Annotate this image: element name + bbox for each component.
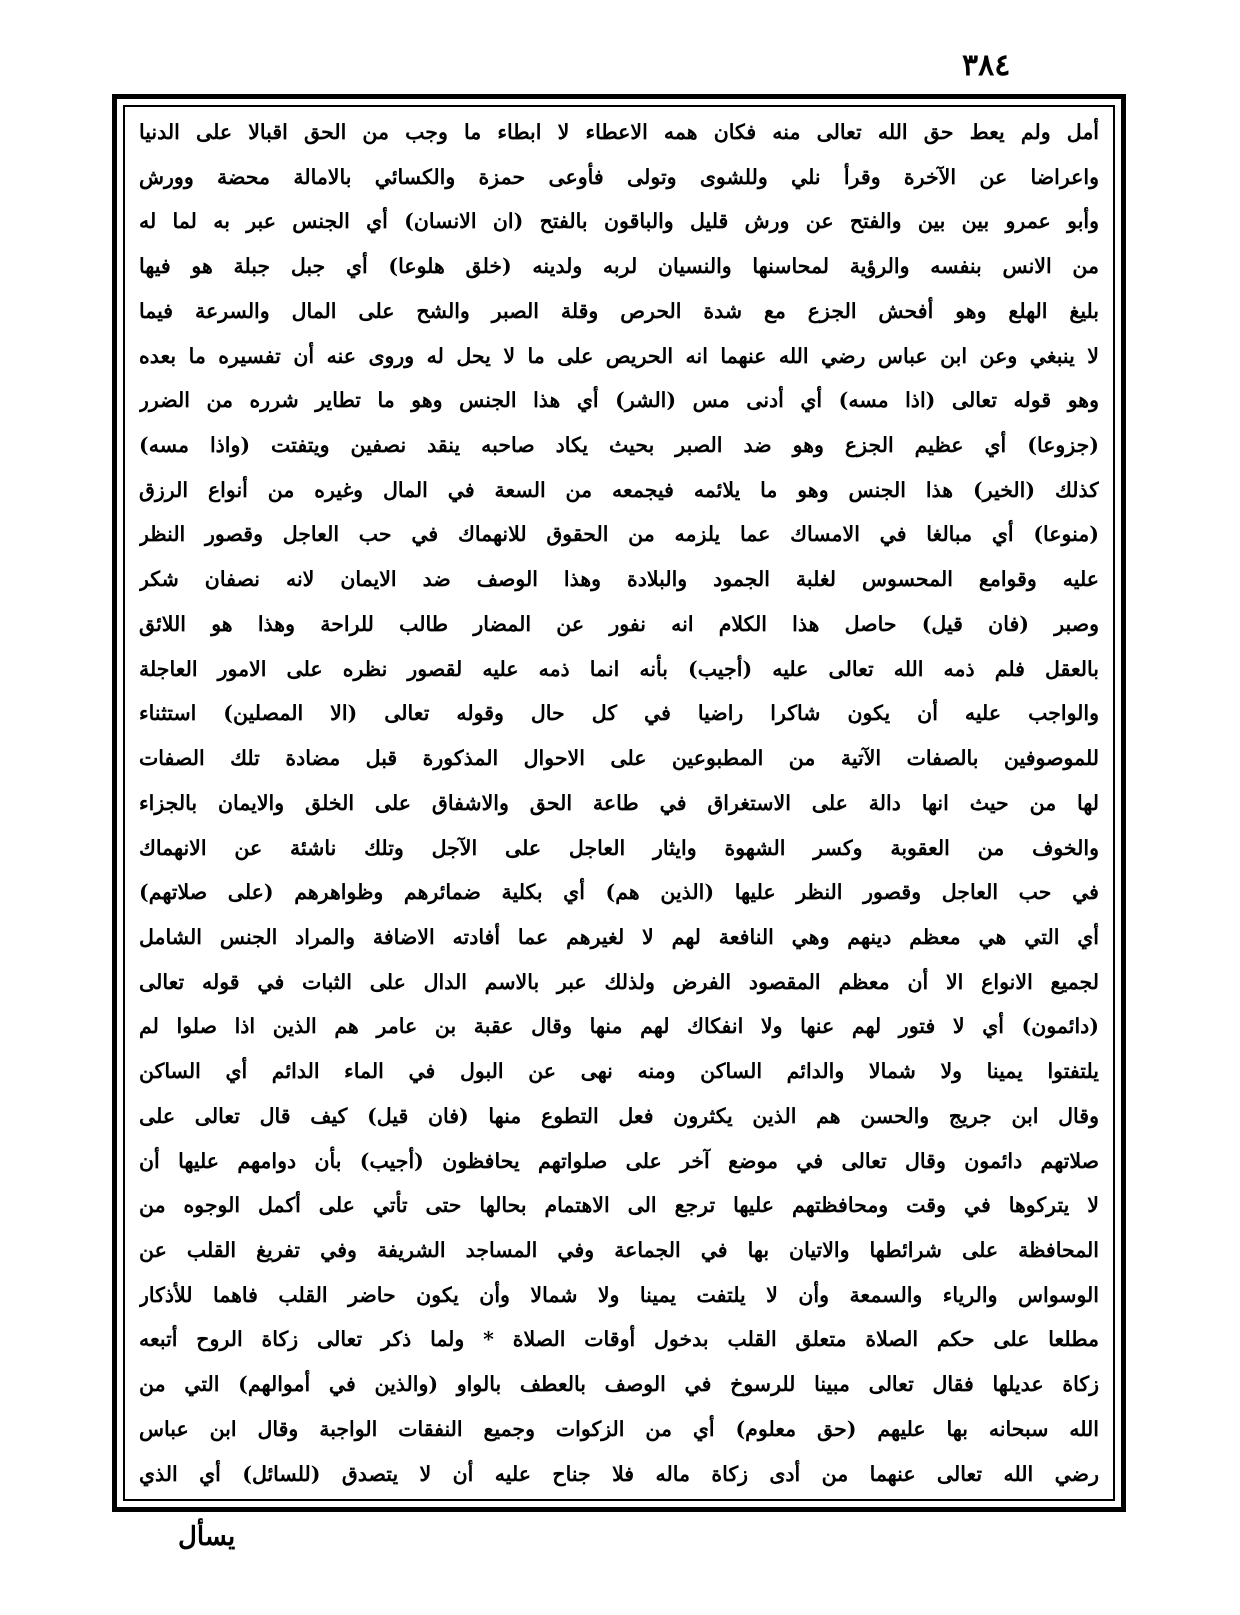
text-line: وقال ابن جريج والحسن هم الذين يكثرون فعل التطوع منها (فان قيل) كيف قال تعالى على [139,1103,1099,1128]
text-line: (دائمون) أي لا فتور لهم عنها ولا انفكاك لهم منها وقال عقبة بن عامر هم الذين اذا صلوا لم [139,1014,1099,1039]
text-line: الله سبحانه بها عليهم (حق معلوم) أي من الزكوات وجميع النفقات الواجبة وقال ابن عباس [139,1416,1099,1441]
text-line: في حب العاجل وقصور النظر عليها (الذين هم) أي بكلية ضمائرهم وظواهرهم (على صلاتهم) [139,880,1099,905]
text-line: لا ينبغي وعن ابن عباس رضي الله عنهما انه الحريص على ما لا يحل له وروى عنه أن تفسيره ما بعده [139,343,1099,368]
text-line: وصبر (فان قيل) حاصل هذا الكلام انه نفور عن المضار طالب للراحة وهذا هو اللائق [139,611,1099,636]
text-line: مطلعا على حكم الصلاة متعلق القلب بدخول أوقات الصلاة * ولما ذكر تعالى زكاة الروح أتبعه [139,1327,1099,1352]
text-line: والخوف من العقوبة وكسر الشهوة وايثار العاجل على الآجل وتلك ناشئة عن الانهماك [139,835,1099,860]
text-line: لها من حيث انها دالة على الاستغراق في طاعة الحق والاشفاق على الخلق والايمان بالجزاء [139,790,1099,815]
text-line: (جزوعا) أي عظيم الجزع وهو ضد الصبر بحيث يكاد صاحبه ينقد نصفين ويتفتت (واذا مسه) [139,433,1099,458]
page-number: ٣٨٤ [962,48,1011,83]
text-line: المحافظة على شرائطها والاتيان بها في الجماعة وفي المساجد الشريفة وفي تفريغ القلب عن [139,1237,1099,1262]
text-line: كذلك (الخير) هذا الجنس وهو ما يلائمه فيجمعه من السعة في المال وغيره من أنواع الرزق [139,477,1099,502]
text-line: وهو قوله تعالى (اذا مسه) أي أدنى مس (الشر) أي هذا الجنس وهو ما تطاير شرره من الضرر [139,388,1099,413]
text-line: زكاة عديلها فقال تعالى مبينا للرسوخ في الوصف بالعطف بالواو (والذين في أموالهم) التي من [139,1372,1099,1397]
text-line: أي التي هي معظم دينهم وهي النافعة لهم لا لغيرهم عما أفادته الاضافة والمراد الجنس الشامل [139,924,1099,949]
text-line: بالعقل فلم ذمه الله تعالى عليه (أجيب) بأنه انما ذمه عليه لقصور نظره على الامور العاجلة [139,656,1099,681]
text-line: بليغ الهلع وهو أفحش الجزع مع شدة الحرص وقلة الصبر والشح على المال والسرعة فيما [139,298,1099,323]
text-line: لجميع الانواع الا أن معظم المقصود الفرض ولذلك عبر بالاسم الدال على الثبات في قوله تعالى [139,969,1099,994]
catchword: يسأل [178,1522,236,1552]
text-line: عليه وقوامع المحسوس لغلبة الجمود والبلادة وهذا الوصف ضد الايمان لانه نصفان شكر [139,567,1099,592]
text-line: وأبو عمرو بين بين والفتح عن ورش قليل والباقون بالفتح (ان الانسان) أي الجنس عبر به لما له [139,209,1099,234]
text-line: (منوعا) أي مبالغا في الامساك عما يلزمه من الحقوق للانهماك في حب العاجل وقصور النظر [139,522,1099,547]
text-line: الوسواس والرياء والسمعة وأن لا يلتفت يمينا ولا شمالا وأن يكون حاضر القلب فاهما للأذكار [139,1282,1099,1307]
text-line: للموصوفين بالصفات الآتية من المطبوعين على الاحوال المذكورة قبل مضادة تلك الصفات [139,746,1099,771]
text-line: من الانس بنفسه والرؤية لمحاسنها والنسيان لربه ولدينه (خلق هلوعا) أي جبل جبلة هو فيها [139,254,1099,279]
page-frame [112,94,1126,1512]
text-line: والواجب عليه أن يكون شاكرا راضيا في كل حال وقوله تعالى (الا المصلين) استثناء [139,701,1099,726]
text-line: رضي الله تعالى عنهما من أدى زكاة ماله فلا جناح عليه أن لا يتصدق (للسائل) أي الذي [139,1461,1099,1486]
text-line: أمل ولم يعط حق الله تعالى منه فكان همه الاعطاء لا ابطاء ما وجب من الحق اقبالا على الدنيا [139,120,1099,144]
text-line: يلتفتوا يمينا ولا شمالا والدائم الساكن ومنه نهى عن البول في الماء الدائم أي الساكن [139,1059,1099,1084]
text-block [139,117,1099,1489]
text-line: لا يتركوها في وقت ومحافظتهم عليها ترجع الى الاهتمام بحالها حتى تأتي على أكمل الوجوه من [139,1193,1099,1218]
text-line: صلاتهم دائمون وقال تعالى في موضع آخر على صلواتهم يحافظون (أجيب) بأن دوامهم عليها أن [139,1148,1099,1173]
text-line: واعراضا عن الآخرة وقرأ نلي وللشوى وتولى فأوعى حمزة والكسائي بالامالة محضة وورش [139,164,1099,189]
page-frame-inner [123,105,1115,1501]
